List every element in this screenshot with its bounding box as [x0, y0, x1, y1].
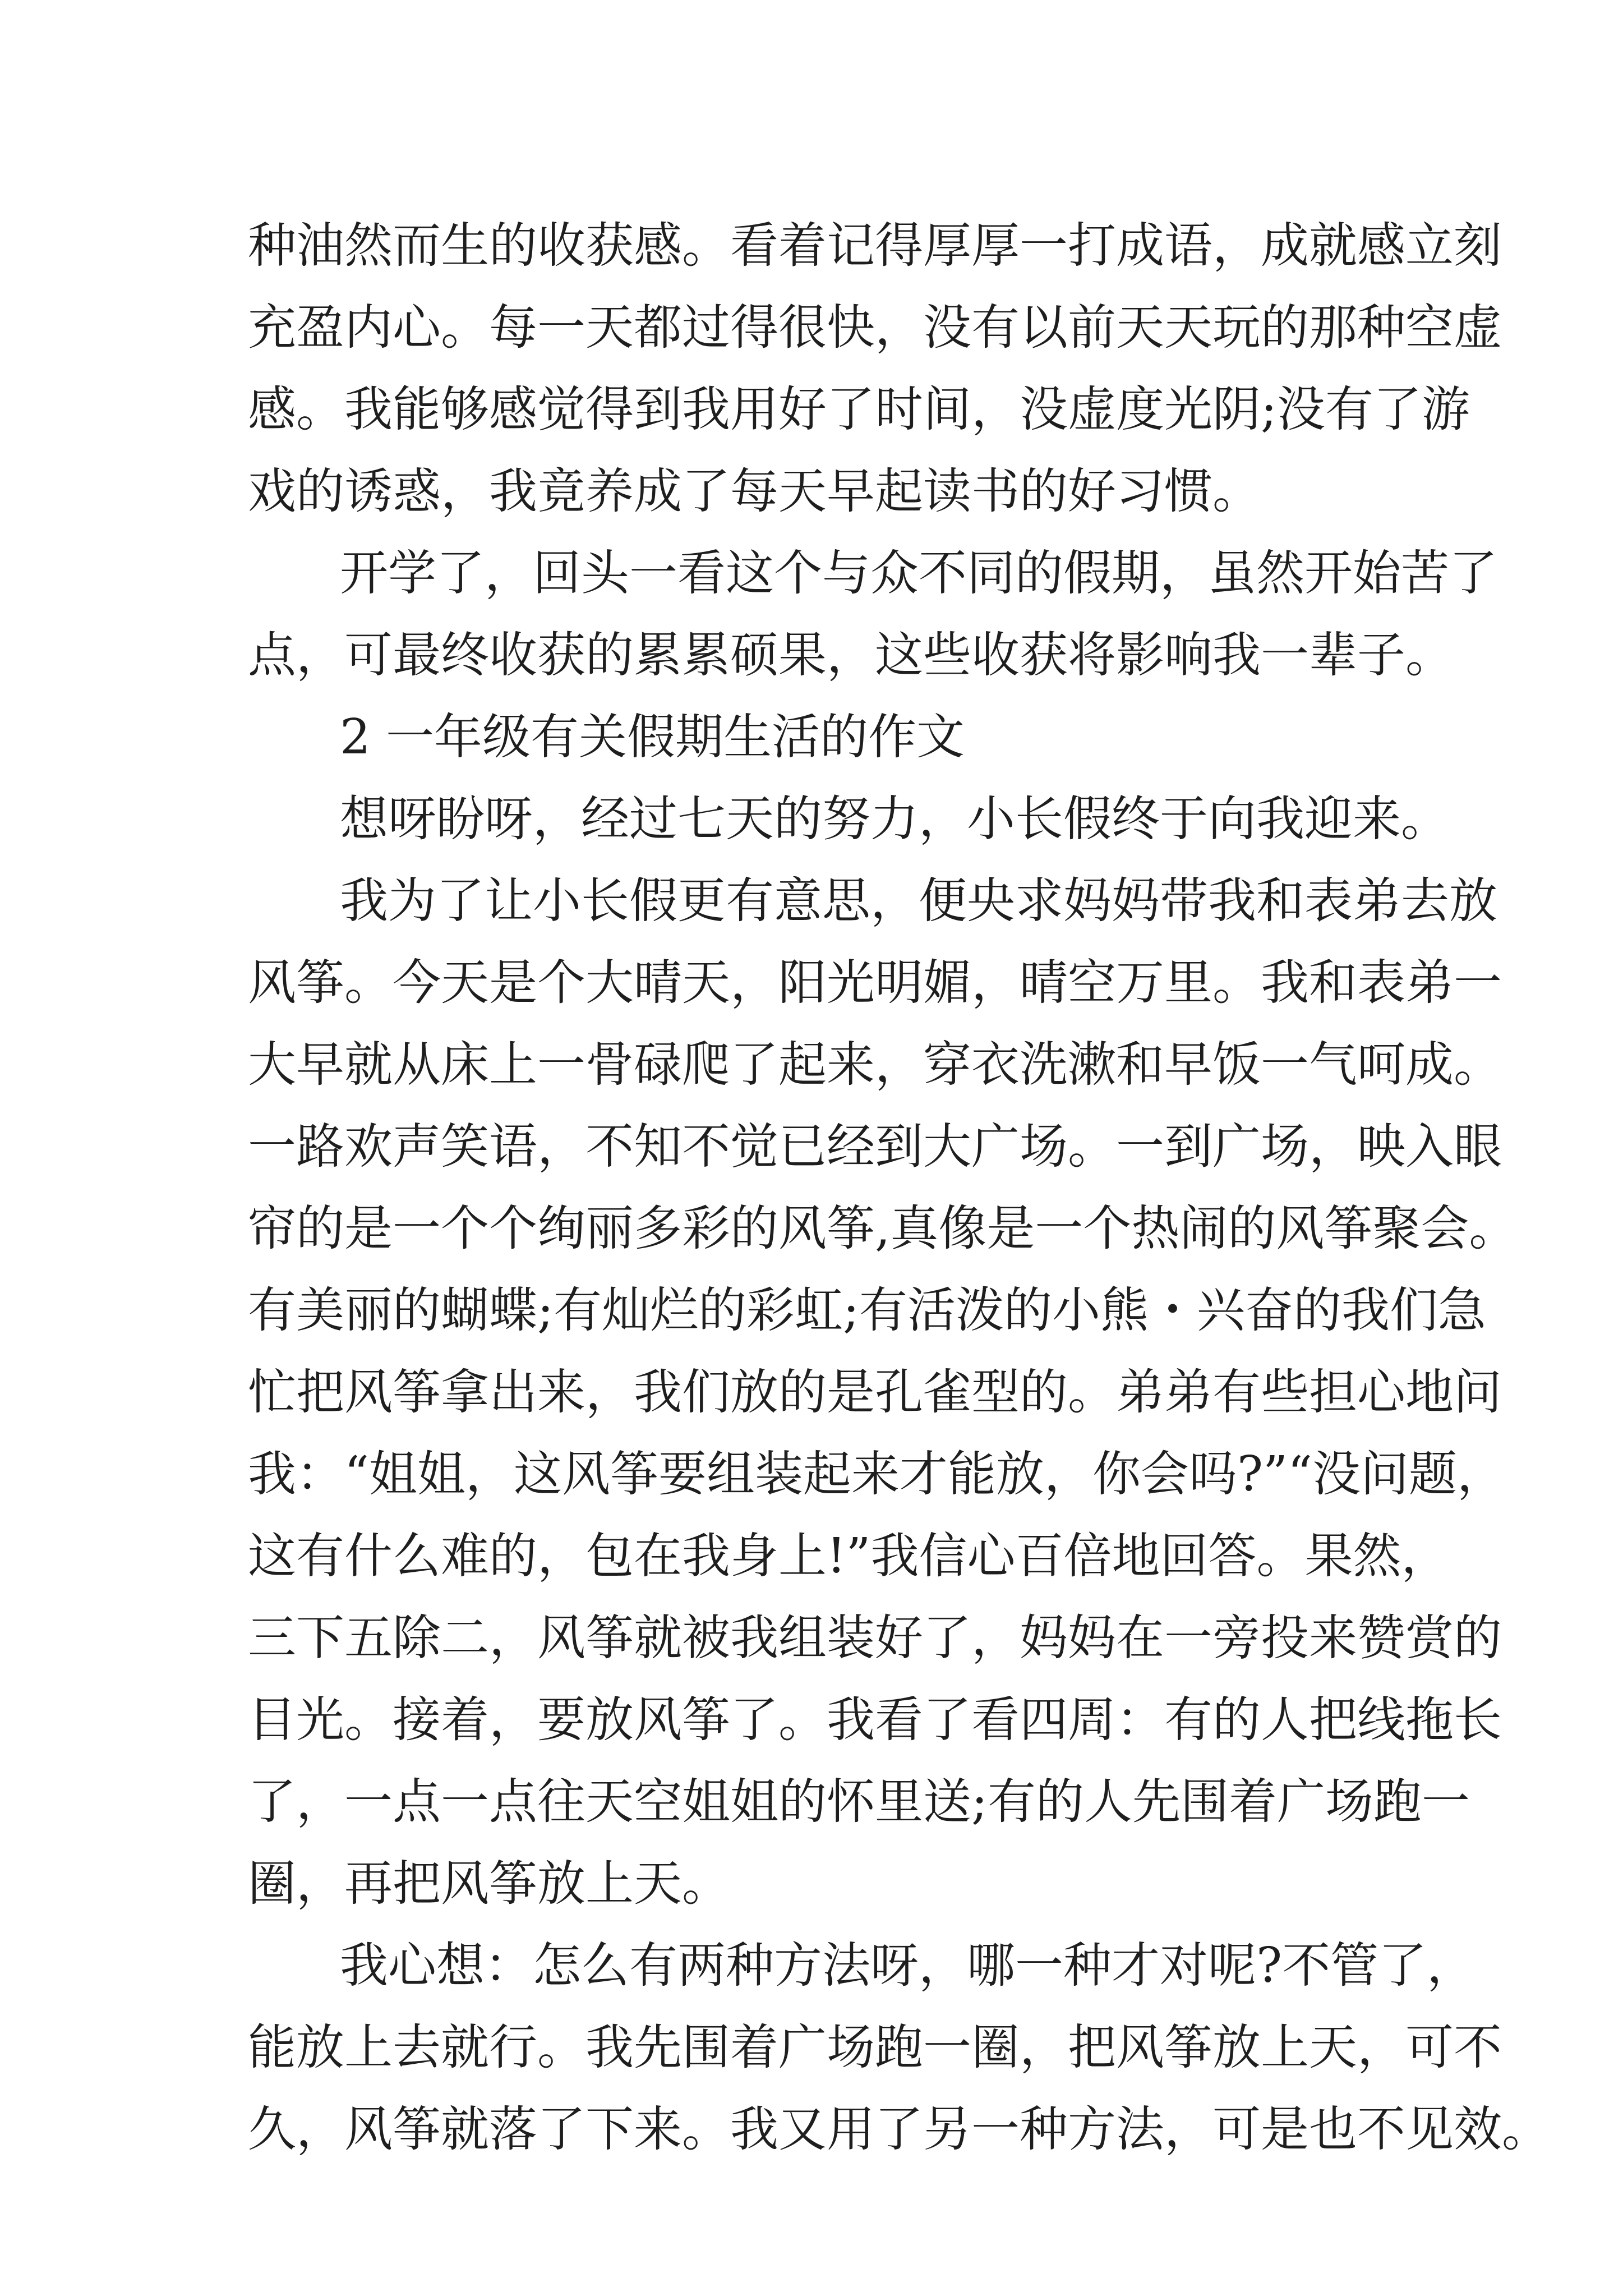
heading-text: 2 一年级有关假期生活的作文	[340, 709, 965, 765]
text-line: 大早就从床上一骨碌爬了起来，穿衣洗漱和早饭一气呵成。	[248, 1037, 1502, 1093]
text-line: 目光。接着，要放风筝了。我看了看四周：有的人把线拖长	[248, 1692, 1502, 1748]
text-line: 点，可最终收获的累累硕果，这些收获将影响我一辈子。	[248, 627, 1454, 683]
text-line: 久，风筝就落了下来。我又用了另一种方法，可是也不见效。	[248, 2101, 1550, 2157]
section-heading	[248, 696, 1392, 778]
text-line: 种油然而生的收获感。看着记得厚厚一打成语，成就感立刻	[248, 218, 1502, 274]
text-line: 感。我能够感觉得到我用好了时间，没虚度光阴;没有了游	[248, 381, 1470, 438]
text-line: 风筝。今天是个大晴天，阳光明媚，晴空万里。我和表弟一	[248, 955, 1502, 1011]
text-line: 帘的是一个个绚丽多彩的风筝,真像是一个热闹的风筝聚会。	[248, 1200, 1518, 1257]
text-line: 开学了，回头一看这个与众不同的假期，虽然开始苦了	[340, 545, 1497, 601]
text-line: 忙把风筝拿出来，我们放的是孔雀型的。弟弟有些担心地问	[248, 1364, 1502, 1420]
text-line: 了，一点一点往天空姐姐的怀里送;有的人先围着广场跑一	[248, 1774, 1470, 1830]
text-line: 三下五除二，风筝就被我组装好了，妈妈在一旁投来赞赏的	[248, 1610, 1502, 1666]
paragraph-2	[248, 532, 1497, 696]
text-line: 圈，再把风筝放上天。	[248, 1856, 730, 1912]
text-line: 有美丽的蝴蝶;有灿烂的彩虹;有活泼的小熊・兴奋的我们急	[248, 1282, 1486, 1338]
text-line: 能放上去就行。我先围着广场跑一圈，把风筝放上天，可不	[248, 2019, 1502, 2076]
text-line: 我：“姐姐，这风筝要组装起来才能放，你会吗?”“没问题，	[248, 1446, 1506, 1502]
document-page	[248, 205, 1550, 2170]
text-line: 这有什么难的，包在我身上!”我信心百倍地回答。果然，	[248, 1528, 1450, 1584]
paragraph-5	[248, 1925, 1550, 2170]
text-line: 想呀盼呀，经过七天的努力，小长假终于向我迎来。	[340, 791, 1449, 847]
text-line: 戏的诱惑，我竟养成了每天早起读书的好习惯。	[248, 463, 1261, 519]
text-line: 一路欢声笑语，不知不觉已经到大广场。一到广场，映入眼	[248, 1119, 1502, 1175]
paragraph-4	[248, 860, 1518, 1925]
text-line: 我心想：怎么有两种方法呀，哪一种才对呢?不管了，	[340, 1938, 1476, 1994]
paragraph-3	[248, 778, 1449, 860]
text-line: 充盈内心。每一天都过得很快，没有以前天天玩的那种空虚	[248, 300, 1502, 356]
text-line: 我为了让小长假更有意思，便央求妈妈带我和表弟去放	[340, 873, 1497, 929]
paragraph-1	[248, 205, 1502, 532]
